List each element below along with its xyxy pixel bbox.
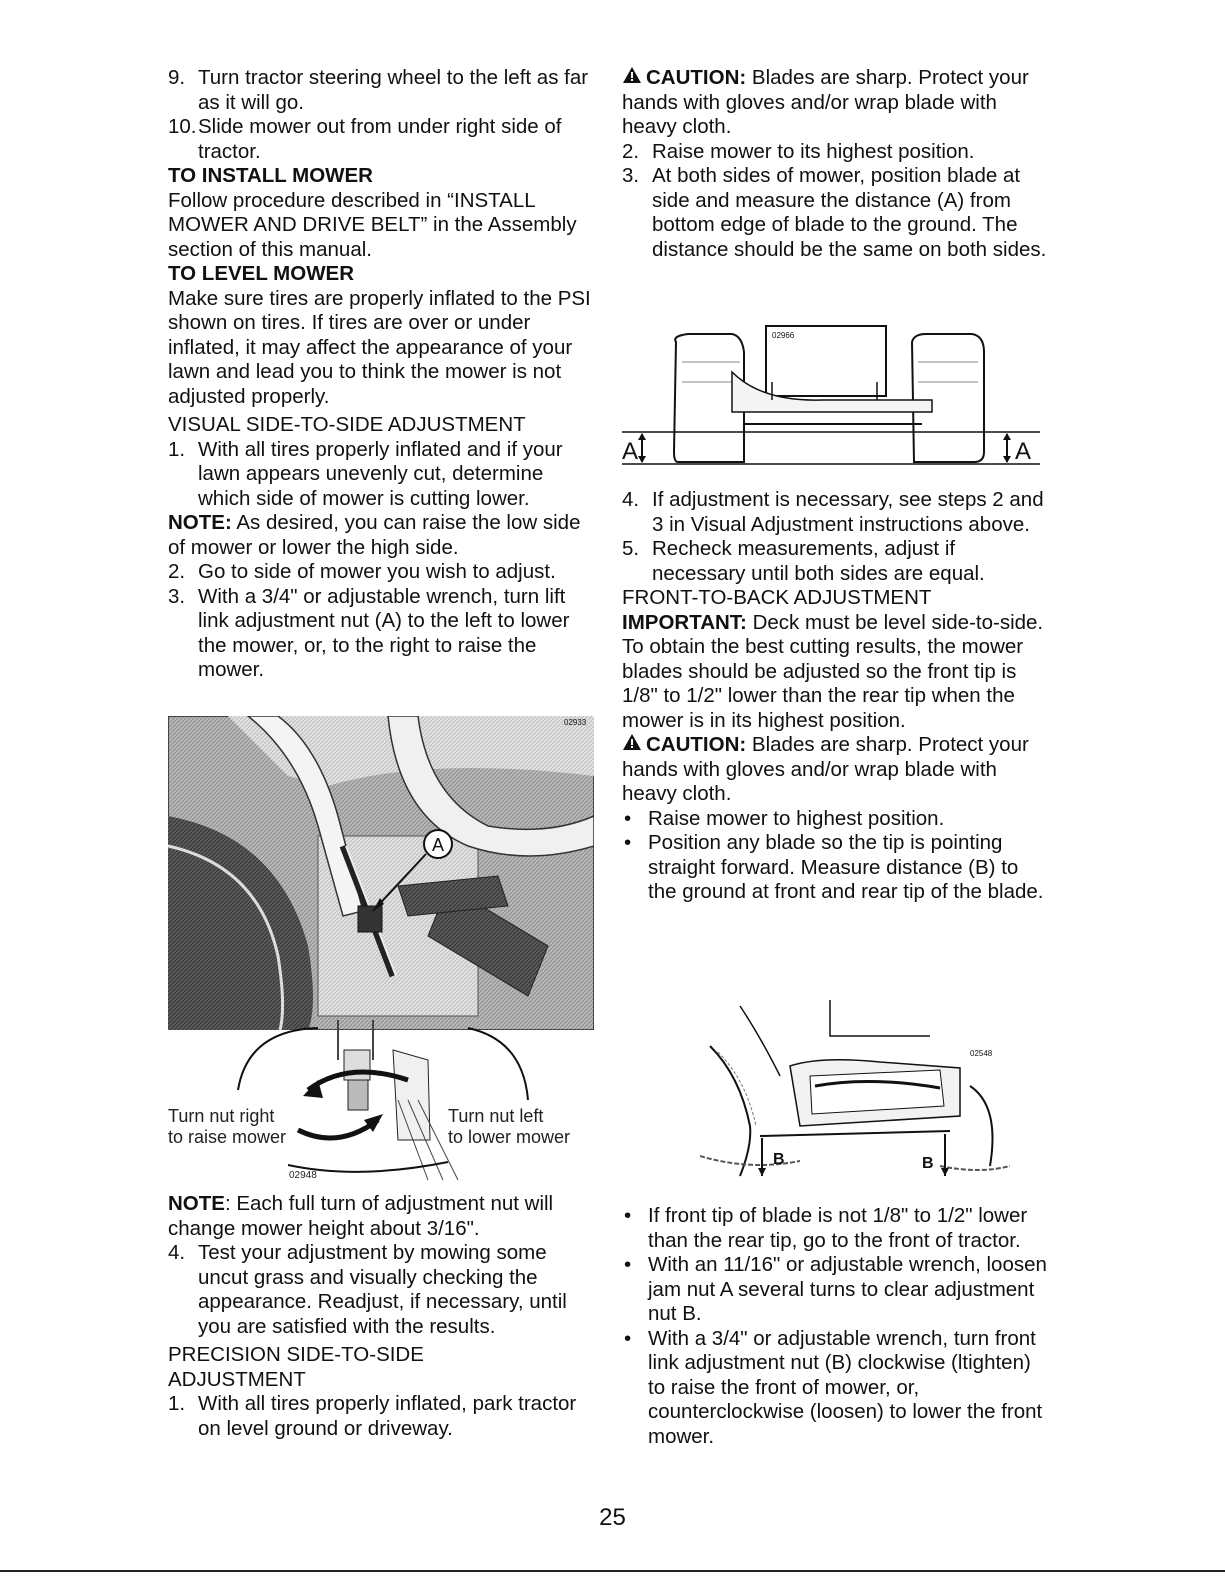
step-text: Recheck measurements, adjust if necessary until both sides are equal. bbox=[652, 537, 985, 585]
bullet-item bbox=[622, 807, 1047, 832]
step-number: 2. bbox=[622, 139, 640, 163]
step-text: At both sides of mower, position blade at side and measure the distance (A) from bottom edge of blade to the ground. The distance should be the same on both sides. bbox=[652, 164, 1047, 261]
note-text: : Each full turn of adjustment nut will change mower height about 3/16". bbox=[168, 1192, 554, 1240]
level-step-2 bbox=[622, 140, 1047, 165]
bullet-item bbox=[622, 1327, 1047, 1450]
figure-front-back-measure bbox=[700, 996, 1010, 1180]
callout-a: A bbox=[432, 835, 445, 855]
note-label: NOTE bbox=[168, 1192, 225, 1215]
level-step-4 bbox=[622, 488, 1047, 537]
level-step-3 bbox=[622, 164, 1047, 262]
step-text: Go to side of mower you wish to adjust. bbox=[198, 560, 556, 583]
step-9 bbox=[168, 66, 593, 115]
precision-step-1 bbox=[168, 1392, 593, 1441]
step-number: 1. bbox=[168, 1392, 186, 1415]
bullet-item bbox=[622, 831, 1047, 905]
bullet-text: With an 11/16" or adjustable wrench, loosen jam nut A several turns to clear adjustment nut B. bbox=[648, 1253, 1047, 1325]
step-number: 4. bbox=[168, 1241, 186, 1264]
caption-line: to raise mower bbox=[168, 1127, 287, 1147]
visual-step-2 bbox=[168, 560, 593, 585]
step-text: With all tires properly inflated and if your lawn appears unevenly cut, determine which side of mower is cutting lower. bbox=[198, 437, 563, 510]
caption-turn-right bbox=[168, 1106, 286, 1148]
caution-paragraph bbox=[622, 66, 1047, 140]
label-b-right: B bbox=[922, 1155, 934, 1172]
bullet-dot: • bbox=[624, 1326, 632, 1350]
bullet-text: Position any blade so the tip is pointing straight forward. Measure distance (B) to the ground at front and rear tip of the blade. bbox=[648, 831, 1044, 903]
level-mower-text: Make sure tires are properly inflated to the PSI shown on tires. If tires are over or under inflated, it may affect the appearance of your lawn and lead you to think the mower is not adjusted properly. bbox=[168, 286, 591, 408]
page-number: 25 bbox=[599, 1504, 626, 1531]
step-number: 9. bbox=[168, 66, 186, 89]
install-mower-heading: TO INSTALL MOWER bbox=[168, 164, 373, 187]
figure-code: 02966 bbox=[772, 331, 795, 340]
caution-label: CAUTION: bbox=[646, 733, 747, 756]
bullet-text: If front tip of blade is not 1/8" to 1/2" lower than the rear tip, go to the front of tractor. bbox=[648, 1204, 1028, 1252]
caution-text: Blades are sharp. Protect your hands with gloves and/or wrap blade with heavy cloth. bbox=[622, 733, 1029, 805]
right-column bbox=[622, 66, 1047, 262]
step-text: Turn tractor steering wheel to the left as far as it will go. bbox=[198, 66, 589, 114]
step-number: 3. bbox=[622, 164, 640, 187]
step-number: 2. bbox=[168, 560, 186, 583]
figure-lift-link-nut bbox=[168, 716, 594, 1030]
step-text: With a 3/4" or adjustable wrench, turn lift link adjustment nut (A) to the left to lower the mower, or, to the right to raise the mower. bbox=[198, 584, 570, 681]
important-paragraph bbox=[622, 611, 1047, 636]
right-column-middle bbox=[622, 488, 1047, 905]
visual-step-1 bbox=[168, 438, 593, 512]
step-text: If adjustment is necessary, see steps 2 and 3 in Visual Adjustment instructions above. bbox=[652, 488, 1044, 536]
caption-line: to lower mower bbox=[448, 1127, 571, 1147]
bullet-item bbox=[622, 1204, 1047, 1253]
step-number: 5. bbox=[622, 537, 640, 560]
note-paragraph bbox=[168, 1192, 593, 1241]
label-a-left: A bbox=[622, 438, 639, 465]
visual-step-4 bbox=[168, 1241, 593, 1339]
bullet-text: Raise mower to highest position. bbox=[648, 806, 945, 830]
warning-icon bbox=[622, 66, 646, 91]
caption-turn-left bbox=[448, 1106, 570, 1148]
obtain-results-text: To obtain the best cutting results, the mower blades should be adjusted so the front tip is 1/8" to 1/2" lower than the rear tip when the mower is in its highest position. bbox=[622, 635, 1024, 732]
turn-nut-illustration bbox=[168, 1020, 594, 1190]
step-number: 10. bbox=[168, 115, 197, 138]
note-paragraph bbox=[168, 511, 593, 560]
bullet-text: With a 3/4" or adjustable wrench, turn front link adjustment nut (B) clockwise (ltighten) to raise the front of mower, or, counterclockwise (loosen) to lower the front mower. bbox=[648, 1326, 1043, 1448]
step-text: With all tires properly inflated, park tractor on level ground or driveway. bbox=[198, 1392, 577, 1440]
visual-adjustment-heading: VISUAL SIDE-TO-SIDE ADJUSTMENT bbox=[168, 413, 526, 436]
warning-icon bbox=[622, 733, 646, 758]
level-step-5 bbox=[622, 537, 1047, 586]
note-label: NOTE: bbox=[168, 511, 232, 534]
caution-paragraph bbox=[622, 733, 1047, 807]
visual-step-3 bbox=[168, 585, 593, 683]
bullet-dot: • bbox=[624, 831, 632, 854]
caution-text: Blades are sharp. Protect your hands with gloves and/or wrap blade with heavy cloth. bbox=[622, 66, 1029, 138]
left-column bbox=[168, 66, 593, 683]
front-back-illustration bbox=[700, 996, 1010, 1180]
right-column-lower bbox=[622, 1204, 1047, 1449]
bottom-rule bbox=[0, 1570, 1225, 1572]
install-mower-text: Follow procedure described in “INSTALL MOWER AND DRIVE BELT” in the Assembly section of this manual. bbox=[168, 188, 577, 261]
caption-line: Turn nut right bbox=[168, 1106, 275, 1126]
bullet-dot: • bbox=[624, 1253, 632, 1276]
front-to-back-heading: FRONT-TO-BACK ADJUSTMENT bbox=[622, 586, 932, 609]
step-number: 1. bbox=[168, 437, 186, 461]
figure-turn-nut bbox=[168, 1020, 594, 1190]
precision-heading: ADJUSTMENT bbox=[168, 1367, 306, 1391]
note-text: As desired, you can raise the low side of mower or lower the high side. bbox=[168, 511, 581, 559]
lift-link-illustration bbox=[168, 716, 594, 1030]
figure-code: 02548 bbox=[970, 1049, 993, 1058]
important-label: IMPORTANT: bbox=[622, 610, 747, 634]
label-b-left: B bbox=[773, 1151, 785, 1168]
figure-side-measure bbox=[622, 322, 1040, 468]
step-text: Test your adjustment by mowing some uncut grass and visually checking the appearance. Readjust, if necessary, until you are satisfied with the results. bbox=[198, 1241, 567, 1338]
step-number: 4. bbox=[622, 488, 640, 511]
step-number: 3. bbox=[168, 584, 186, 608]
bullet-dot: • bbox=[624, 1204, 632, 1227]
figure-code: 02948 bbox=[289, 1170, 317, 1181]
important-text: Deck must be level side-to-side. bbox=[746, 610, 1044, 634]
left-column-lower bbox=[168, 1192, 593, 1441]
figure-code: 02933 bbox=[564, 718, 587, 727]
bullet-item bbox=[622, 1253, 1047, 1327]
label-a-right: A bbox=[1015, 438, 1032, 465]
side-measure-illustration bbox=[622, 322, 1040, 468]
bullet-dot: • bbox=[624, 806, 632, 830]
step-text: Slide mower out from under right side of tractor. bbox=[198, 115, 562, 163]
caption-line: Turn nut left bbox=[448, 1106, 544, 1126]
precision-heading: PRECISION SIDE-TO-SIDE bbox=[168, 1343, 424, 1366]
level-mower-heading: TO LEVEL MOWER bbox=[168, 262, 355, 285]
caution-label: CAUTION: bbox=[646, 66, 747, 89]
step-10 bbox=[168, 115, 593, 164]
step-text: Raise mower to its highest position. bbox=[652, 139, 975, 163]
